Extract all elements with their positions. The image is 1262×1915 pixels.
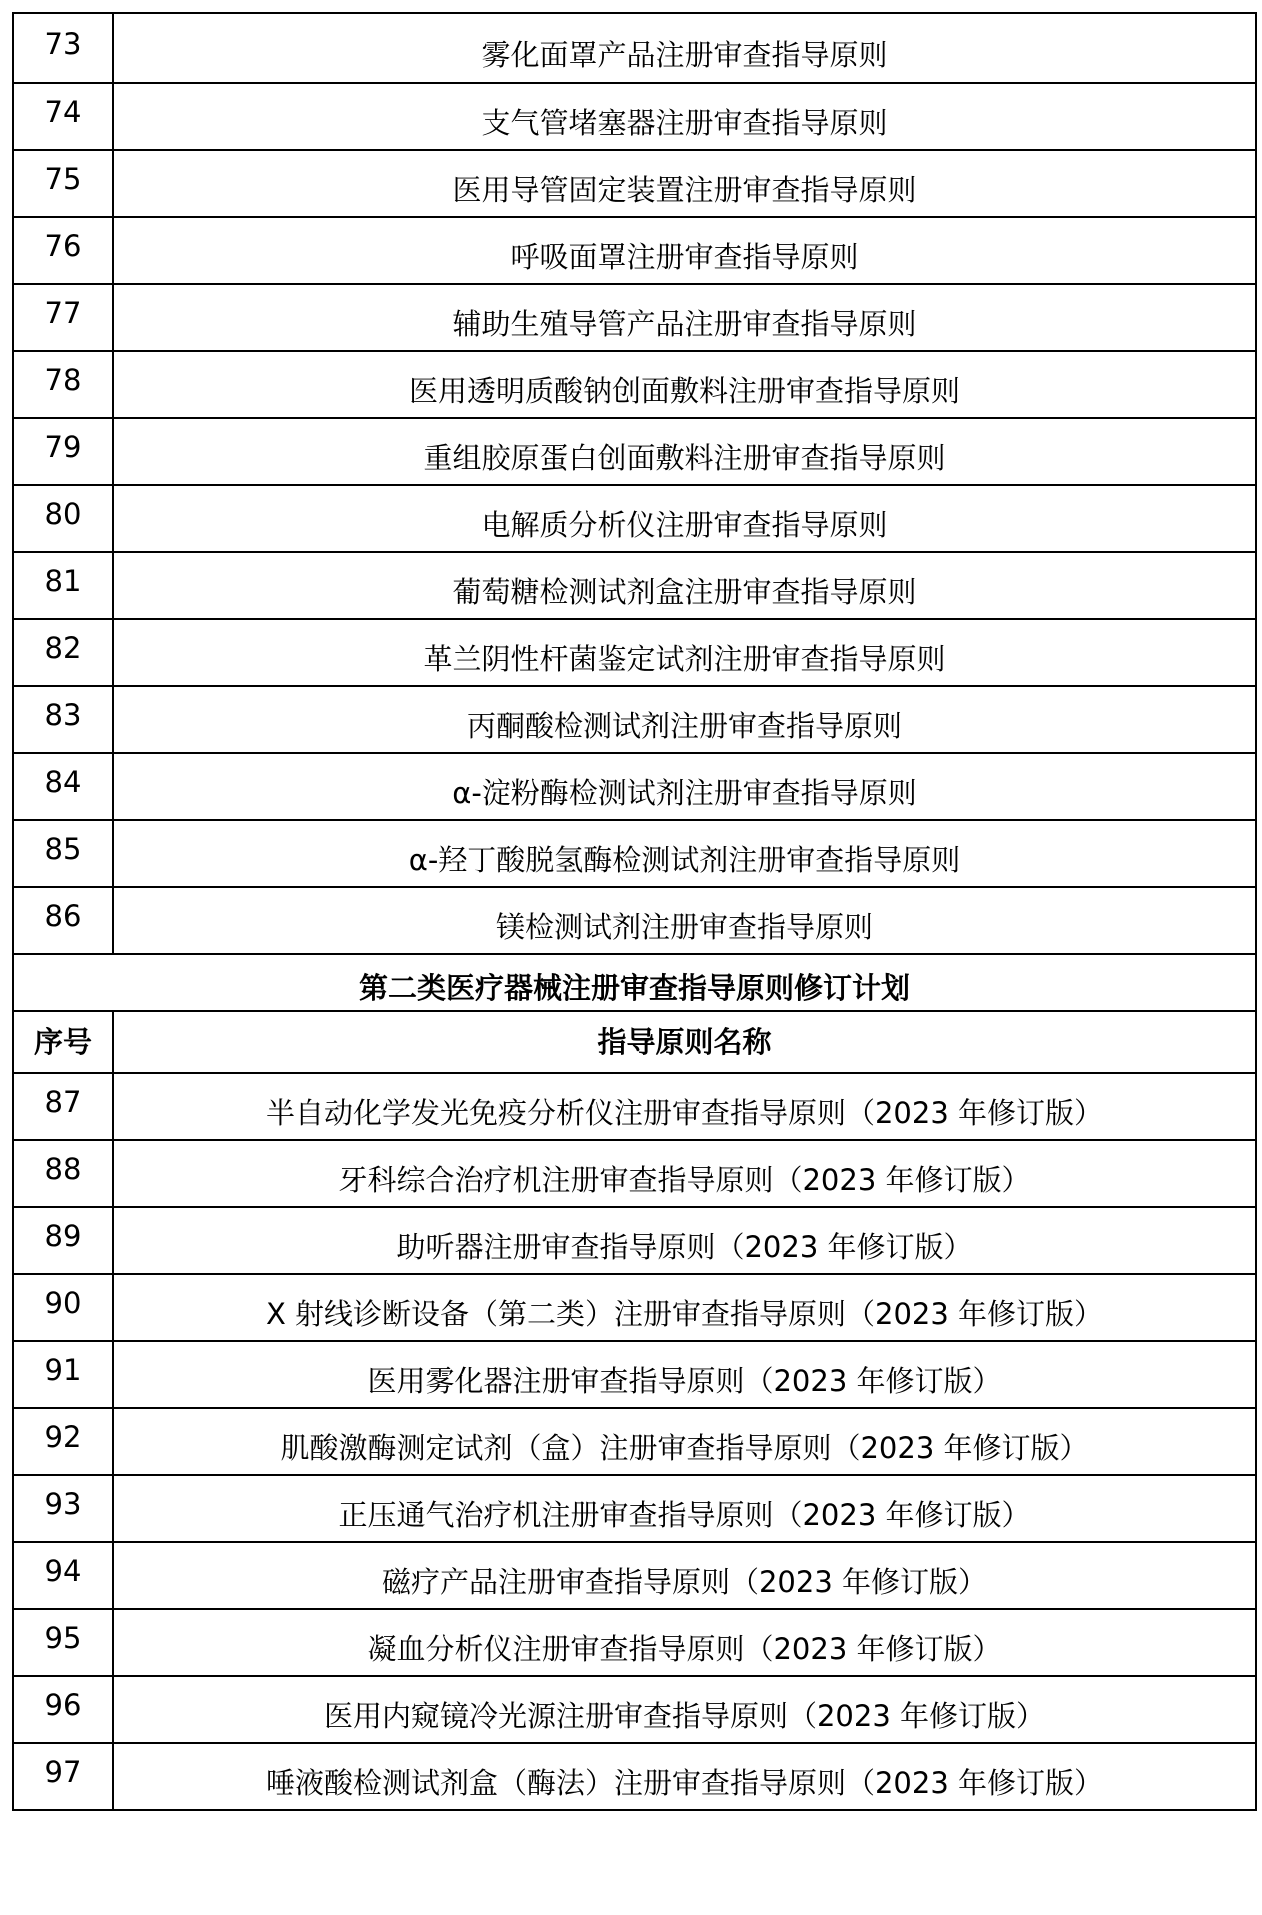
table-row [13, 83, 1256, 150]
table-row [13, 1676, 1256, 1743]
guideline-name: 辅助生殖导管产品注册审查指导原则 [113, 284, 1256, 351]
row-number: 86 [13, 887, 113, 954]
row-number: 75 [13, 150, 113, 217]
row-number: 77 [13, 284, 113, 351]
row-number: 94 [13, 1542, 113, 1609]
table-row [13, 686, 1256, 753]
row-number: 83 [13, 686, 113, 753]
guideline-name: 镁检测试剂注册审查指导原则 [113, 887, 1256, 954]
table-header-row [13, 1011, 1256, 1073]
guideline-name: α-淀粉酶检测试剂注册审查指导原则 [113, 753, 1256, 820]
table-row [13, 887, 1256, 954]
section-title: 第二类医疗器械注册审查指导原则修订计划 [13, 954, 1256, 1011]
guideline-name: 磁疗产品注册审查指导原则（2023 年修订版） [113, 1542, 1256, 1609]
table-row [13, 1341, 1256, 1408]
row-number: 82 [13, 619, 113, 686]
guideline-name: 肌酸激酶测定试剂（盒）注册审查指导原则（2023 年修订版） [113, 1408, 1256, 1475]
row-number: 93 [13, 1475, 113, 1542]
row-number: 73 [13, 13, 113, 83]
row-number: 92 [13, 1408, 113, 1475]
table-row [13, 820, 1256, 887]
section-title-row [13, 954, 1256, 1011]
table-row [13, 552, 1256, 619]
table-row [13, 1140, 1256, 1207]
guideline-name: 电解质分析仪注册审查指导原则 [113, 485, 1256, 552]
guideline-name: 支气管堵塞器注册审查指导原则 [113, 83, 1256, 150]
row-number: 85 [13, 820, 113, 887]
table-row [13, 1408, 1256, 1475]
table-row [13, 1207, 1256, 1274]
guideline-name: 助听器注册审查指导原则（2023 年修订版） [113, 1207, 1256, 1274]
guideline-name: 正压通气治疗机注册审查指导原则（2023 年修订版） [113, 1475, 1256, 1542]
row-number: 76 [13, 217, 113, 284]
table-row [13, 619, 1256, 686]
guideline-name: 凝血分析仪注册审查指导原则（2023 年修订版） [113, 1609, 1256, 1676]
guideline-name: 雾化面罩产品注册审查指导原则 [113, 13, 1256, 83]
table-row [13, 150, 1256, 217]
table-row [13, 217, 1256, 284]
guideline-name: 丙酮酸检测试剂注册审查指导原则 [113, 686, 1256, 753]
table-row [13, 418, 1256, 485]
row-number: 88 [13, 1140, 113, 1207]
guideline-name: 牙科综合治疗机注册审查指导原则（2023 年修订版） [113, 1140, 1256, 1207]
table-row [13, 485, 1256, 552]
table-row [13, 1743, 1256, 1810]
guideline-name: 葡萄糖检测试剂盒注册审查指导原则 [113, 552, 1256, 619]
table-row [13, 1475, 1256, 1542]
guideline-name: 半自动化学发光免疫分析仪注册审查指导原则（2023 年修订版） [113, 1073, 1256, 1140]
row-number: 87 [13, 1073, 113, 1140]
guideline-name: 医用雾化器注册审查指导原则（2023 年修订版） [113, 1341, 1256, 1408]
row-number: 80 [13, 485, 113, 552]
row-number: 81 [13, 552, 113, 619]
guideline-name: 革兰阴性杆菌鉴定试剂注册审查指导原则 [113, 619, 1256, 686]
row-number: 78 [13, 351, 113, 418]
guideline-table [12, 12, 1257, 1811]
table-row [13, 351, 1256, 418]
guideline-name: 医用透明质酸钠创面敷料注册审查指导原则 [113, 351, 1256, 418]
guideline-name: 唾液酸检测试剂盒（酶法）注册审查指导原则（2023 年修订版） [113, 1743, 1256, 1810]
header-number: 序号 [13, 1011, 113, 1073]
row-number: 96 [13, 1676, 113, 1743]
table-row [13, 1609, 1256, 1676]
table-row [13, 753, 1256, 820]
guideline-name: X 射线诊断设备（第二类）注册审查指导原则（2023 年修订版） [113, 1274, 1256, 1341]
guideline-name: 重组胶原蛋白创面敷料注册审查指导原则 [113, 418, 1256, 485]
table-row [13, 13, 1256, 83]
row-number: 90 [13, 1274, 113, 1341]
row-number: 74 [13, 83, 113, 150]
table-row [13, 1073, 1256, 1140]
row-number: 89 [13, 1207, 113, 1274]
row-number: 97 [13, 1743, 113, 1810]
guideline-name: 呼吸面罩注册审查指导原则 [113, 217, 1256, 284]
guideline-name: 医用导管固定装置注册审查指导原则 [113, 150, 1256, 217]
table-row [13, 1274, 1256, 1341]
table-row [13, 284, 1256, 351]
row-number: 91 [13, 1341, 113, 1408]
row-number: 95 [13, 1609, 113, 1676]
header-name: 指导原则名称 [113, 1011, 1256, 1073]
guideline-name: 医用内窥镜冷光源注册审查指导原则（2023 年修订版） [113, 1676, 1256, 1743]
row-number: 79 [13, 418, 113, 485]
table-row [13, 1542, 1256, 1609]
row-number: 84 [13, 753, 113, 820]
guideline-name: α-羟丁酸脱氢酶检测试剂注册审查指导原则 [113, 820, 1256, 887]
